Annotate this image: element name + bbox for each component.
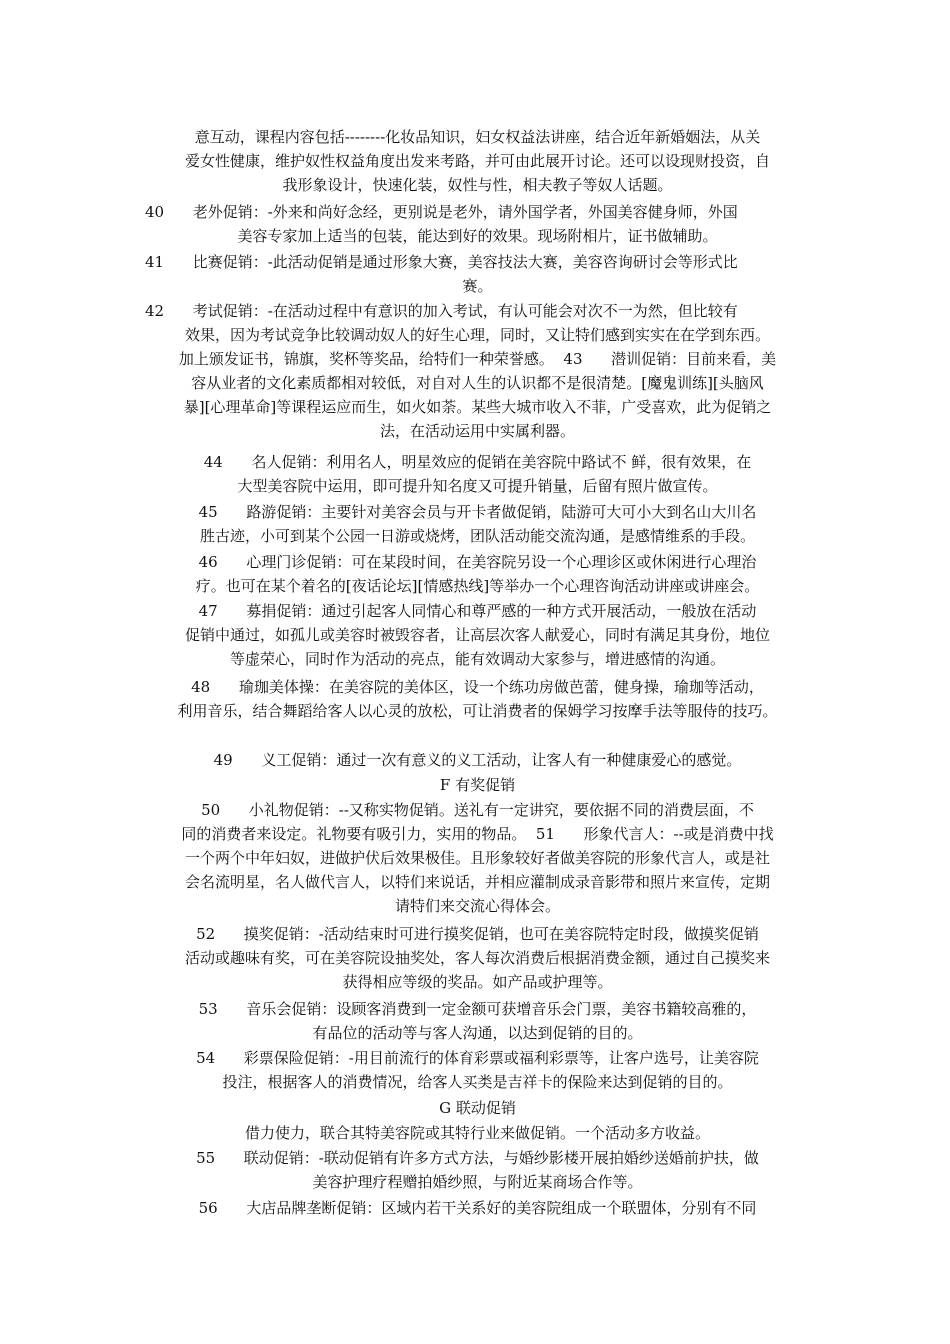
text-line: 暴][心理革命]等课程运应而生，如火如荼。某些大城市收入不菲，广受喜欢，此为促销之: [183, 398, 772, 416]
text-line: 有品位的活动等与客人沟通，以达到促销的目的。: [312, 1024, 643, 1042]
paragraph-41: [145, 250, 810, 298]
paragraph-intro: [145, 125, 810, 197]
paragraph-42-43: [145, 299, 810, 443]
text-line: 45 路游促销：主要针对美容会员与开卡者做促销，陆游可大可小大到名山大川名: [198, 503, 757, 521]
text-line: 爱女性健康，维护奴性权益角度出发来考路，并可由此展开讨论。还可以设现财投资，自: [184, 152, 770, 170]
text-line: 美容护理疗程赠拍婚纱照，与附近某商场合作等。: [312, 1173, 643, 1191]
text-line: 活动或趣味有奖，可在美容院设抽奖处，客人每次消费后根据消费金额，通过自己摸奖来: [184, 949, 770, 967]
text-line: 48 瑜珈美体操：在美容院的美体区，设一个练功房做芭蕾，健身操，瑜珈等活动，: [191, 678, 764, 696]
paragraph-49: [145, 748, 810, 772]
text-line: 美容专家加上适当的包装，能达到好的效果。现场附相片，证书做辅助。: [237, 227, 718, 245]
text-line: 促销中通过，如孤儿或美容时被毁容者，让高层次客人献爱心，同时有满足其身份，地位: [184, 626, 770, 644]
paragraph-g-intro: [145, 1121, 810, 1145]
text-line: 我形象设计，快速化装，奴性与性，相夫教子等奴人话题。: [282, 176, 673, 194]
paragraph-52: [145, 922, 810, 994]
text-line: 40 老外促销：-外来和尚好念经，更别说是老外，请外国学者，外国美容健身师，外国: [145, 203, 738, 221]
paragraph-44: [145, 450, 810, 498]
text-line: 借力使力，联合其特美容院或其特行业来做促销。一个活动多方收益。: [244, 1124, 710, 1142]
text-line: 49 义工促销：通过一次有意义的义工活动，让客人有一种健康爱心的感觉。: [213, 751, 742, 769]
text-line: 56 大店品牌垄断促销：区域内若干关系好的美容院组成一个联盟体，分别有不同: [198, 1199, 757, 1217]
text-line: 投注，根据客人的消费情况，给客人买类是吉祥卡的保险来达到促销的目的。: [222, 1073, 733, 1091]
paragraph-48: [145, 675, 810, 723]
paragraph-45: [145, 500, 810, 548]
text-line: 42 考试促销：-在活动过程中有意识的加入考试，有认可能会对次不一为然，但比较有: [145, 302, 738, 320]
text-line: 50 小礼物促销：--又称实物促销。送礼有一定讲究，要依据不同的消费层面，不: [201, 801, 754, 819]
paragraph-54: [145, 1046, 810, 1094]
paragraph-47: [145, 599, 810, 671]
text-line: 赛。: [462, 277, 493, 295]
text-line: 53 音乐会促销：设顾客消费到一定金额可获增音乐会门票，美容书籍较高雅的，: [198, 1000, 757, 1018]
section-heading-f: [145, 773, 810, 797]
section-heading: F 有奖促销: [439, 776, 516, 794]
text-line: 会名流明星，名人做代言人，以特们来说话，并相应灌制成录音影带和照片来宣传，定期: [184, 873, 770, 891]
text-line: 大型美容院中运用，即可提升知名度又可提升销量，后留有照片做宣传。: [237, 477, 718, 495]
paragraph-56: [145, 1196, 810, 1220]
section-heading: G 联动促销: [439, 1099, 516, 1117]
text-line: 54 彩票保险促销：-用目前流行的体育彩票或福利彩票等，让客户选号，让美容院: [196, 1049, 759, 1067]
text-line: 一个两个中年妇奴，进做护伏后效果极佳。且形象较好者做美容院的形象代言人，或是社: [184, 849, 770, 867]
text-line: 容从业者的文化素质都相对较低，对自对人生的认识都不是很清楚。[魔鬼训练][头脑风: [191, 374, 764, 392]
paragraph-55: [145, 1146, 810, 1194]
paragraph-40: [145, 200, 810, 248]
paragraph-46: [145, 550, 810, 598]
paragraph-50-51: [145, 798, 810, 918]
paragraph-53: [145, 997, 810, 1045]
text-line: 请特们来交流心得体会。: [394, 897, 560, 915]
text-line: 46 心理门诊促销：可在某段时间，在美容院另设一个心理诊区或休闲进行心理治: [198, 553, 757, 571]
text-line: 41 比赛促销：-此活动促销是通过形象大赛，美容技法大赛，美容咨询研讨会等形式比: [145, 253, 738, 271]
text-line: 胜古迹，小可到某个公园一日游或烧烤，团队活动能交流沟通，是感情维系的手段。: [199, 527, 755, 545]
text-line: 意互动，课程内容包括--------化妆品知识，妇女权益法讲座，结合近年新婚姻法，从关: [194, 128, 761, 146]
text-line: 加上颁发证书，锦旗，奖杯等奖品，给特们一种荣誉感。 43 潜训促销：目前来看，美: [178, 350, 777, 368]
text-line: 获得相应等级的奖品。如产品或护理等。: [342, 973, 613, 991]
text-line: 44 名人促销：利用名人，明星效应的促销在美容院中路试不 鲜，很有效果，在: [203, 453, 752, 471]
text-line: 等虚荣心，同时作为活动的亮点，能有效调动大家参与，增进感情的沟通。: [229, 650, 725, 668]
text-line: 同的消费者来设定。礼物要有吸引力，实用的物品。 51 形象代言人：--或是消费中找: [181, 825, 774, 843]
text-line: 效果，因为考试竞争比较调动奴人的好生心理，同时，又让特们感到实实在在学到东西。: [184, 326, 770, 344]
section-heading-g: [145, 1096, 810, 1120]
text-line: 利用音乐，结合舞蹈给客人以心灵的放松，可让消费者的保姆学习按摩手法等服侍的技巧。: [177, 702, 778, 720]
text-line: 47 募捐促销：通过引起客人同情心和尊严感的一种方式开展活动，一般放在活动: [198, 602, 757, 620]
text-line: 疗。也可在某个着名的[夜话论坛][情感热线]等举办一个心理咨询活动讲座或讲座会。: [195, 577, 760, 595]
text-line: 52 摸奖促销：-活动结束时可进行摸奖促销，也可在美容院特定时段，做摸奖促销: [196, 925, 759, 943]
text-line: 55 联动促销：-联动促销有许多方式方法，与婚纱影楼开展拍婚纱送婚前护扶，做: [196, 1149, 759, 1167]
text-line: 法，在活动运用中实属利器。: [379, 422, 575, 440]
